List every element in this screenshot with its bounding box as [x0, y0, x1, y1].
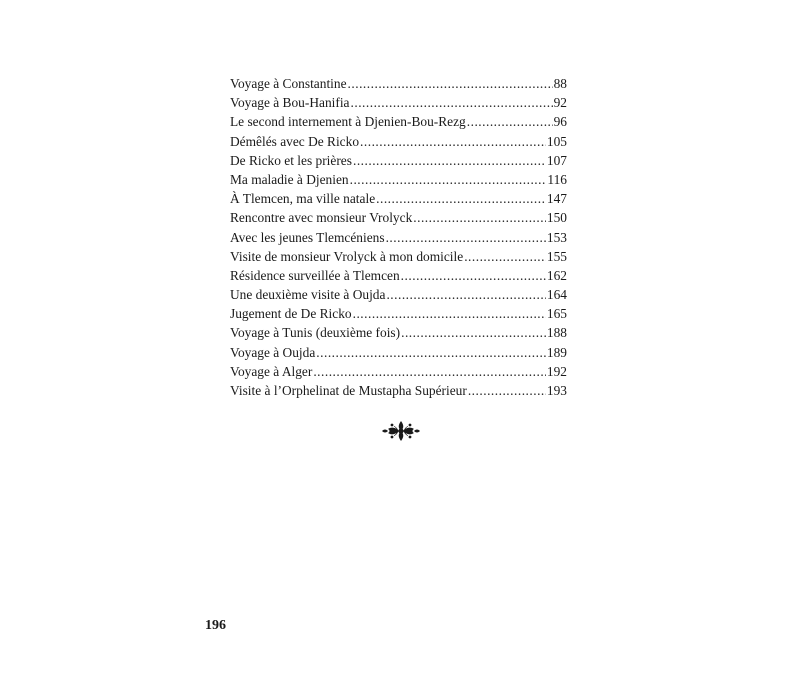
toc-leader-dots	[413, 208, 546, 227]
toc-leader-dots	[401, 323, 546, 342]
toc-leader-dots	[401, 266, 546, 285]
toc-entry-title: Avec les jeunes Tlemcéniens	[230, 229, 385, 245]
toc-entry-page: 107	[546, 152, 567, 168]
toc-entry-title: Voyage à Constantine	[230, 76, 347, 91]
toc-entry-page: 153	[546, 229, 567, 245]
toc-entry	[230, 189, 567, 208]
toc-entry-title: Ma maladie à Djenien	[230, 171, 349, 187]
toc-entry	[230, 266, 567, 285]
toc-entry-title: Jugement de De Ricko	[230, 306, 352, 322]
page-number: 196	[205, 618, 226, 633]
toc-entry-page: 155	[546, 248, 567, 264]
toc-entry	[230, 112, 567, 131]
toc-leader-dots	[353, 151, 546, 170]
toc-leader-dots	[376, 189, 546, 208]
toc-leader-dots	[467, 112, 553, 131]
toc-entry-title: De Ricko et les prières	[230, 152, 352, 168]
toc-entry	[230, 132, 567, 151]
toc-entry	[230, 74, 567, 93]
toc-entry-page: 193	[546, 383, 567, 398]
toc-entry	[230, 304, 567, 323]
fleuron-ornament-icon	[380, 420, 422, 442]
toc-entry-page: 192	[546, 363, 567, 379]
toc-entry-page: 92	[553, 95, 567, 111]
toc-leader-dots	[348, 74, 553, 93]
toc-leader-dots	[350, 170, 547, 189]
toc-entry	[230, 381, 567, 400]
toc-leader-dots	[313, 362, 546, 381]
toc-entry-title: Démêlés avec De Ricko	[230, 133, 360, 149]
toc-leader-dots	[351, 93, 553, 112]
toc-entry	[230, 228, 567, 247]
toc-entry	[230, 343, 567, 362]
toc-entry	[230, 247, 567, 266]
table-of-contents	[230, 74, 567, 400]
toc-entry-page: 96	[553, 114, 567, 130]
toc-entry-page: 189	[546, 344, 567, 360]
toc-entry-title: Une deuxième visite à Oujda	[230, 287, 386, 303]
toc-entry-title: Voyage à Tunis (deuxième fois)	[230, 325, 401, 341]
toc-leader-dots	[386, 228, 546, 247]
toc-entry	[230, 362, 567, 381]
toc-entry-page: 164	[546, 287, 567, 303]
toc-entry-page: 147	[546, 191, 567, 207]
toc-entry-page: 88	[553, 76, 567, 91]
toc-entry	[230, 151, 567, 170]
toc-entry-page: 188	[546, 325, 567, 341]
toc-entry-page: 165	[546, 306, 567, 322]
toc-entry	[230, 285, 567, 304]
toc-entry-title: À Tlemcen, ma ville natale	[230, 191, 376, 207]
toc-entry-title: Résidence surveillée à Tlemcen	[230, 267, 400, 283]
toc-entry-page: 150	[546, 210, 567, 226]
toc-leader-dots	[353, 304, 546, 323]
toc-leader-dots	[360, 132, 546, 151]
toc-entry	[230, 93, 567, 112]
toc-entry	[230, 323, 567, 342]
toc-entry-title: Visite à l’Orphelinat de Mustapha Supérieur	[230, 383, 467, 398]
toc-leader-dots	[464, 247, 546, 266]
toc-leader-dots	[386, 285, 545, 304]
toc-entry	[230, 170, 567, 189]
toc-entry-page: 105	[546, 133, 567, 149]
toc-entry-title: Le second internement à Djenien-Bou-Rezg	[230, 114, 466, 130]
toc-entry-title: Voyage à Bou-Hanifia	[230, 95, 350, 111]
toc-entry-title: Visite de monsieur Vrolyck à mon domicile	[230, 248, 464, 264]
toc-entry-title: Voyage à Oujda	[230, 344, 316, 360]
toc-entry-title: Voyage à Alger	[230, 363, 313, 379]
toc-entry-page: 116	[547, 171, 567, 187]
toc-leader-dots	[468, 381, 546, 400]
toc-entry-title: Rencontre avec monsieur Vrolyck	[230, 210, 413, 226]
toc-entry	[230, 208, 567, 227]
toc-entry-page: 162	[546, 267, 567, 283]
toc-leader-dots	[316, 343, 546, 362]
